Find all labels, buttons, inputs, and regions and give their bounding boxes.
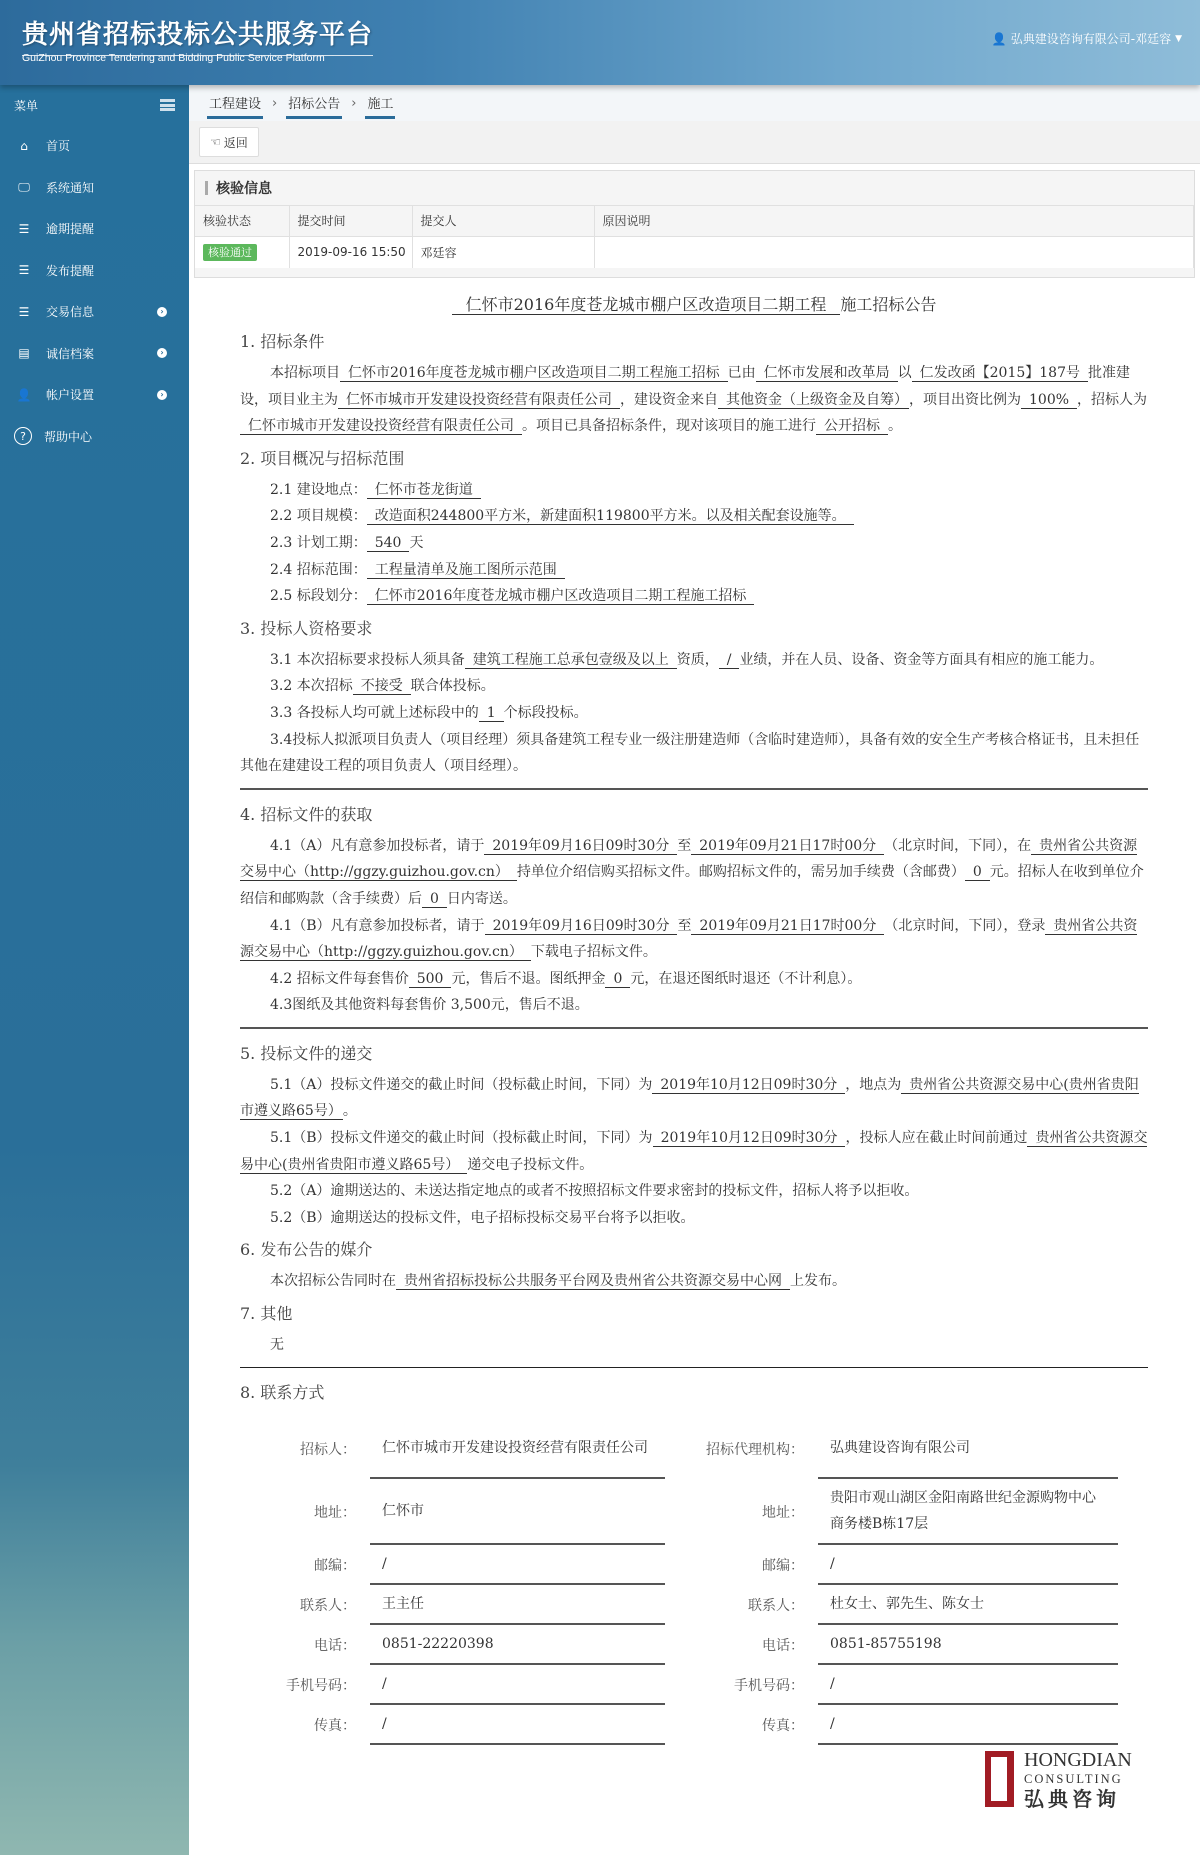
- user-menu[interactable]: [992, 30, 1182, 47]
- contact-label: 电话：: [314, 1637, 356, 1654]
- filled-blank: 仁怀市发展和改革局: [756, 365, 898, 382]
- contact-value: /: [818, 1545, 1118, 1585]
- project-name: 仁怀市2016年度苍龙城市棚户区改造项目二期工程: [452, 295, 841, 315]
- column-header: 核验状态: [195, 206, 289, 236]
- section-heading: 7. 其他: [240, 1304, 293, 1324]
- contact-label: 联系人：: [300, 1597, 356, 1614]
- filled-blank: 仁怀市城市开发建设投资经营有限责任公司: [338, 392, 620, 409]
- contact-value: /: [370, 1545, 665, 1585]
- filled-blank: 仁怀市2016年度苍龙城市棚户区改造项目二期工程施工招标: [367, 588, 755, 605]
- chevron-right-icon: ›: [157, 307, 167, 317]
- document-title: [240, 292, 1148, 315]
- text-segment: 2.4 招标范围：: [270, 561, 367, 578]
- paragraph: [240, 913, 1148, 966]
- toolbar: [189, 121, 1200, 164]
- sidebar: [0, 85, 189, 1855]
- contact-label: 邮编：: [762, 1557, 804, 1574]
- sidebar-item-label: 帮助中心: [44, 429, 93, 444]
- breadcrumb-item[interactable]: 工程建设: [207, 93, 263, 119]
- text-segment: ，地点为: [845, 1076, 902, 1093]
- text-segment: ，投标人应在截止时间前通过: [845, 1130, 1028, 1147]
- paragraph: [240, 1332, 1148, 1359]
- filled-blank: 改造面积244800平方米，新建面积119800平方米。以及相关配套设施等。: [367, 508, 854, 525]
- filled-blank: 贵州省公共资源交易中心（http://ggzy.guizhou.gov.cn）: [240, 917, 1138, 961]
- document-section: [240, 1301, 1148, 1359]
- user-icon: 👤: [16, 387, 32, 402]
- paragraph: [240, 673, 1148, 700]
- section-divider: [240, 1027, 1148, 1029]
- text-segment: 5.2（A）逾期送达的、未送达指定地点的或者不按照招标文件要求密封的投标文件，招标人将予以拒收。: [270, 1183, 919, 1200]
- chevron-right-icon: ›: [272, 95, 278, 111]
- sidebar-item[interactable]: [0, 291, 189, 333]
- filled-blank: 仁发改函【2015】187号: [912, 365, 1088, 382]
- contact-label: 联系人：: [748, 1597, 804, 1614]
- sidebar-item-label: 交易信息: [46, 305, 95, 320]
- sidebar-item-label: 诚信档案: [46, 346, 95, 361]
- text-segment: 本招标项目: [270, 365, 340, 381]
- status-badge: 核验通过: [203, 244, 257, 261]
- text-segment: 3.2 本次招标: [270, 678, 353, 695]
- filled-blank: 100%: [1021, 392, 1077, 409]
- document-section: [240, 329, 1148, 440]
- filled-blank: 0: [422, 891, 447, 908]
- home-icon: ⌂: [20, 138, 28, 153]
- text-segment: 日内寄送。: [446, 890, 517, 907]
- sidebar-item[interactable]: [0, 167, 189, 209]
- text-segment: 3.4投标人拟派项目负责人（项目经理）须具备建筑工程专业一级注册建造师（含临时建造师），具备有效的安全生产考核合格证书，且未担任其他在建建设工程的项目负责人（项目经理）。: [240, 731, 1140, 775]
- caret-down-icon: ▼: [1175, 33, 1182, 44]
- paragraph: [240, 966, 1148, 993]
- contact-value: 0851-22220398: [370, 1625, 665, 1665]
- paragraph: [240, 700, 1148, 727]
- paragraph: [240, 647, 1148, 674]
- document-section: [240, 446, 1148, 610]
- text-segment: 。: [342, 1103, 357, 1120]
- filled-blank: 贵州省招标投标公共服务平台网及贵州省公共资源交易中心网: [396, 1273, 790, 1290]
- paragraph: [240, 727, 1148, 780]
- text-segment: 个标段投标。: [503, 704, 588, 721]
- contact-value: 贵阳市观山湖区金阳南路世纪金源购物中心商务楼B栋17层: [818, 1479, 1118, 1545]
- text-segment: 2.2 项目规模：: [270, 508, 367, 525]
- contact-label: 招标代理机构：: [706, 1441, 804, 1458]
- filled-blank: 仁怀市城市开发建设投资经营有限责任公司: [240, 418, 522, 435]
- status-cell: [195, 236, 289, 268]
- text-segment: ，招标人为: [1077, 391, 1148, 408]
- text-segment: 元，在退还图纸时退还（不计利息）。: [630, 970, 862, 987]
- contact-value: 王主任: [370, 1585, 665, 1625]
- back-label: 返回: [223, 135, 248, 150]
- user-icon: 👤: [991, 31, 1007, 46]
- section-heading: 6. 发布公告的媒介: [240, 1240, 373, 1260]
- verification-panel: [194, 170, 1195, 278]
- contact-value: /: [370, 1665, 665, 1705]
- section-divider: [240, 1367, 1148, 1368]
- help-icon: ?: [14, 427, 32, 445]
- text-segment: 5.1（B）投标文件递交的截止时间（投标截止时间，下同）为: [270, 1130, 653, 1147]
- paragraph: [240, 1268, 1148, 1295]
- filled-blank: 2019年09月16日09时30分: [485, 918, 678, 935]
- paragraph: [240, 530, 1148, 557]
- text-segment: （北京时间，下同），登录: [884, 917, 1046, 934]
- sidebar-item[interactable]: [0, 416, 189, 458]
- section-heading: 8. 联系方式: [240, 1382, 325, 1402]
- filled-blank: 0: [965, 864, 990, 881]
- paragraph: [240, 1125, 1148, 1178]
- back-button[interactable]: [199, 127, 259, 157]
- contact-value: 仁怀市城市开发建设投资经营有限责任公司: [370, 1419, 665, 1479]
- contact-label: 传真：: [314, 1717, 356, 1734]
- text-segment: （北京时间，下同），在: [884, 837, 1032, 854]
- chevron-right-icon: ›: [157, 348, 167, 358]
- filled-blank: 仁怀市苍龙街道: [367, 482, 481, 499]
- text-segment: 至: [677, 837, 692, 854]
- folder-list-icon: ☰: [18, 263, 30, 278]
- menu-title: 菜单: [14, 98, 39, 113]
- text-segment: 4.2 招标文件每套售价: [270, 970, 409, 987]
- sidebar-item[interactable]: [0, 125, 189, 167]
- paragraph: [240, 833, 1148, 913]
- logo-en2: CONSULTING: [1024, 1772, 1123, 1786]
- filled-blank: 贵州省公共资源交易中心(贵州省贵阳市遵义路65号）: [240, 1130, 1148, 1173]
- column-header: 提交人: [412, 206, 594, 236]
- hongdian-watermark-logo: [985, 1750, 1132, 1809]
- breadcrumb: [189, 85, 1200, 121]
- contact-label: 邮编：: [314, 1557, 356, 1574]
- section-heading: 1. 招标条件: [240, 332, 325, 351]
- filled-blank: 建筑工程施工总承包壹级及以上: [465, 652, 677, 669]
- filled-blank: 0: [605, 971, 630, 988]
- contact-value: /: [818, 1665, 1118, 1705]
- sidebar-item-label: 首页: [46, 139, 71, 154]
- text-segment: 本次招标公告同时在: [270, 1273, 396, 1290]
- submitter: 邓廷容: [412, 236, 594, 268]
- back-hand-icon: ☜: [210, 135, 221, 149]
- text-segment: 2.3 计划工期：: [270, 534, 367, 551]
- list-icon: ▤: [18, 346, 30, 361]
- sidebar-item[interactable]: [0, 208, 189, 250]
- sidebar-item-label: 系统通知: [46, 180, 95, 195]
- hongdian-logo-text: [1024, 1750, 1132, 1809]
- folder-list-icon: ☰: [18, 304, 30, 319]
- document-section: [240, 1237, 1148, 1295]
- header: [0, 0, 1200, 85]
- filled-blank: 2019年10月12日09时30分: [652, 1077, 845, 1094]
- paragraph: [240, 583, 1148, 610]
- contact-label: 手机号码：: [286, 1677, 356, 1694]
- title-suffix: 施工招标公告: [840, 295, 937, 314]
- sidebar-item-label: 逾期提醒: [46, 222, 95, 237]
- contact-value: 仁怀市: [370, 1479, 665, 1545]
- contact-label: 招标人：: [300, 1441, 356, 1458]
- platform-subtitle: GuiZhou Province Tendering and Bidding Public Service Platform: [22, 52, 325, 64]
- text-segment: 3.3 各投标人均可就上述标段中的: [270, 704, 479, 721]
- section-heading: 4. 招标文件的获取: [240, 804, 373, 824]
- text-segment: 上发布。: [790, 1273, 846, 1290]
- text-segment: 业绩，并在人员、设备、资金等方面具有相应的施工能力。: [739, 651, 1104, 668]
- text-segment: 元，售后不退。图纸押金: [451, 970, 606, 987]
- contact-label: 电话：: [762, 1637, 804, 1654]
- filled-blank: 不接受: [353, 678, 411, 695]
- text-segment: 4.1（B）凡有意参加投标者，请于: [270, 917, 485, 934]
- contact-table: [240, 1419, 1148, 1745]
- document-section: [240, 1380, 1148, 1403]
- paragraph: [240, 992, 1148, 1019]
- contact-label: 手机号码：: [734, 1677, 804, 1694]
- verification-title: 核验信息: [195, 171, 1194, 206]
- filled-blank: 500: [409, 971, 452, 988]
- filled-blank: 公开招标: [816, 418, 888, 435]
- sidebar-item-label: 帐户设置: [46, 388, 95, 403]
- text-segment: 4.1（A）凡有意参加投标者，请于: [270, 837, 485, 854]
- filled-blank: 1: [479, 705, 504, 722]
- text-segment: 3.1 本次招标要求投标人须具备: [270, 651, 465, 668]
- document-section: [240, 616, 1148, 780]
- text-segment: 批准建设，项目业主为: [240, 365, 1130, 408]
- filled-blank: 贵州省公共资源交易中心(贵州省贵阳市遵义路65号）: [240, 1076, 1139, 1120]
- logo-cn: 弘典咨询: [1024, 1786, 1120, 1811]
- sidebar-item[interactable]: [0, 250, 189, 292]
- sidebar-item[interactable]: [0, 374, 189, 416]
- text-segment: 无: [270, 1337, 284, 1354]
- document-section: [240, 1041, 1148, 1232]
- filled-blank: 540: [367, 535, 410, 552]
- table-row: [195, 236, 1194, 268]
- text-segment: 联合体投标。: [410, 678, 495, 695]
- filled-blank: 2019年09月21日17时00分: [691, 838, 884, 855]
- text-segment: 元。招标人在收到单位介绍信和邮购款（含手续费）后: [240, 864, 1144, 907]
- user-name: 弘典建设咨询有限公司-邓廷容: [1010, 32, 1172, 46]
- hamburger-icon[interactable]: [160, 99, 175, 111]
- contact-value: 0851-85755198: [818, 1625, 1118, 1665]
- chevron-right-icon: ›: [157, 390, 167, 400]
- contact-value: /: [370, 1705, 665, 1745]
- contact-value: 弘典建设咨询有限公司: [818, 1419, 1118, 1479]
- text-segment: 递交电子投标文件。: [467, 1156, 594, 1173]
- filled-blank: 仁怀市2016年度苍龙城市棚户区改造项目二期工程施工招标: [340, 365, 728, 382]
- contact-value: 杜女士、郭先生、陈女士: [818, 1585, 1118, 1625]
- document-section: [240, 802, 1148, 1019]
- filled-blank: 工程量清单及施工图所示范围: [367, 562, 565, 579]
- hongdian-mark-icon: [985, 1751, 1014, 1807]
- text-segment: 以: [897, 365, 912, 381]
- folder-list-icon: ☰: [18, 221, 30, 236]
- section-heading: 5. 投标文件的递交: [240, 1043, 373, 1063]
- text-segment: 2.1 建设地点：: [270, 481, 367, 498]
- text-segment: 至: [677, 917, 692, 934]
- paragraph: [240, 503, 1148, 530]
- text-segment: ，建设资金来自: [620, 391, 718, 408]
- contact-label: 地址：: [762, 1504, 804, 1521]
- text-segment: 已由: [727, 365, 756, 381]
- paragraph: [240, 1072, 1148, 1125]
- column-header: 提交时间: [289, 206, 412, 236]
- filled-blank: 贵州省公共资源交易中心（http://ggzy.guizhou.gov.cn）: [240, 837, 1138, 881]
- filled-blank: 2019年09月21日17时00分: [691, 918, 884, 935]
- text-segment: 下载电子招标文件。: [530, 944, 657, 961]
- sidebar-item-label: 发布提醒: [46, 263, 95, 278]
- paragraph: [240, 557, 1148, 584]
- verification-table: [195, 206, 1194, 268]
- section-divider: [240, 788, 1148, 790]
- text-segment: 资质，: [676, 651, 719, 668]
- text-segment: 天: [409, 534, 424, 551]
- text-segment: 持单位介绍信购买招标文件。邮购招标文件的，需另加手续费（含邮费）: [516, 864, 965, 881]
- contact-label: 地址：: [314, 1504, 356, 1521]
- submit-time: 2019-09-16 15:50: [289, 236, 412, 268]
- paragraph: [240, 360, 1148, 440]
- sidebar-item[interactable]: [0, 333, 189, 375]
- filled-blank: /: [719, 652, 740, 669]
- text-segment: 。项目已具备招标条件，现对该项目的施工进行: [522, 418, 816, 435]
- chevron-right-icon: ›: [351, 95, 357, 111]
- text-segment: 5.1（A）投标文件递交的截止时间（投标截止时间，下同）为: [270, 1076, 653, 1093]
- column-header: 原因说明: [594, 206, 1194, 236]
- filled-blank: 其他资金（上级资金及自筹）: [718, 392, 909, 409]
- table-header-row: [195, 206, 1194, 236]
- filled-blank: 2019年09月16日09时30分: [484, 838, 677, 855]
- paragraph: [240, 477, 1148, 504]
- paragraph: [240, 1178, 1148, 1205]
- section-heading: 2. 项目概况与招标范围: [240, 448, 405, 468]
- contact-label: 传真：: [762, 1717, 804, 1734]
- logo-en1: HONGDIAN: [1024, 1749, 1132, 1771]
- section-heading: 3. 投标人资格要求: [240, 618, 373, 638]
- filled-blank: 2019年10月12日09时30分: [653, 1130, 846, 1147]
- breadcrumb-item[interactable]: 招标公告: [286, 93, 342, 119]
- contact-value: /: [818, 1705, 1118, 1745]
- reason: [594, 236, 1194, 268]
- platform-title: 贵州省招标投标公共服务平台: [22, 14, 373, 56]
- text-segment: 4.3图纸及其他资料每套售价 3,500元，售后不退。: [270, 997, 589, 1014]
- text-segment: 2.5 标段划分：: [270, 588, 367, 605]
- text-segment: ，项目出资比例为: [909, 391, 1021, 408]
- monitor-icon: 🖵: [18, 179, 30, 194]
- text-segment: 5.2（B）逾期送达的投标文件，电子招标投标交易平台将予以拒收。: [270, 1209, 695, 1226]
- breadcrumb-item[interactable]: 施工: [365, 93, 395, 119]
- paragraph: [240, 1205, 1148, 1232]
- text-segment: 。: [888, 418, 902, 435]
- announcement-document: [240, 292, 1148, 1745]
- menu-header: [0, 85, 189, 125]
